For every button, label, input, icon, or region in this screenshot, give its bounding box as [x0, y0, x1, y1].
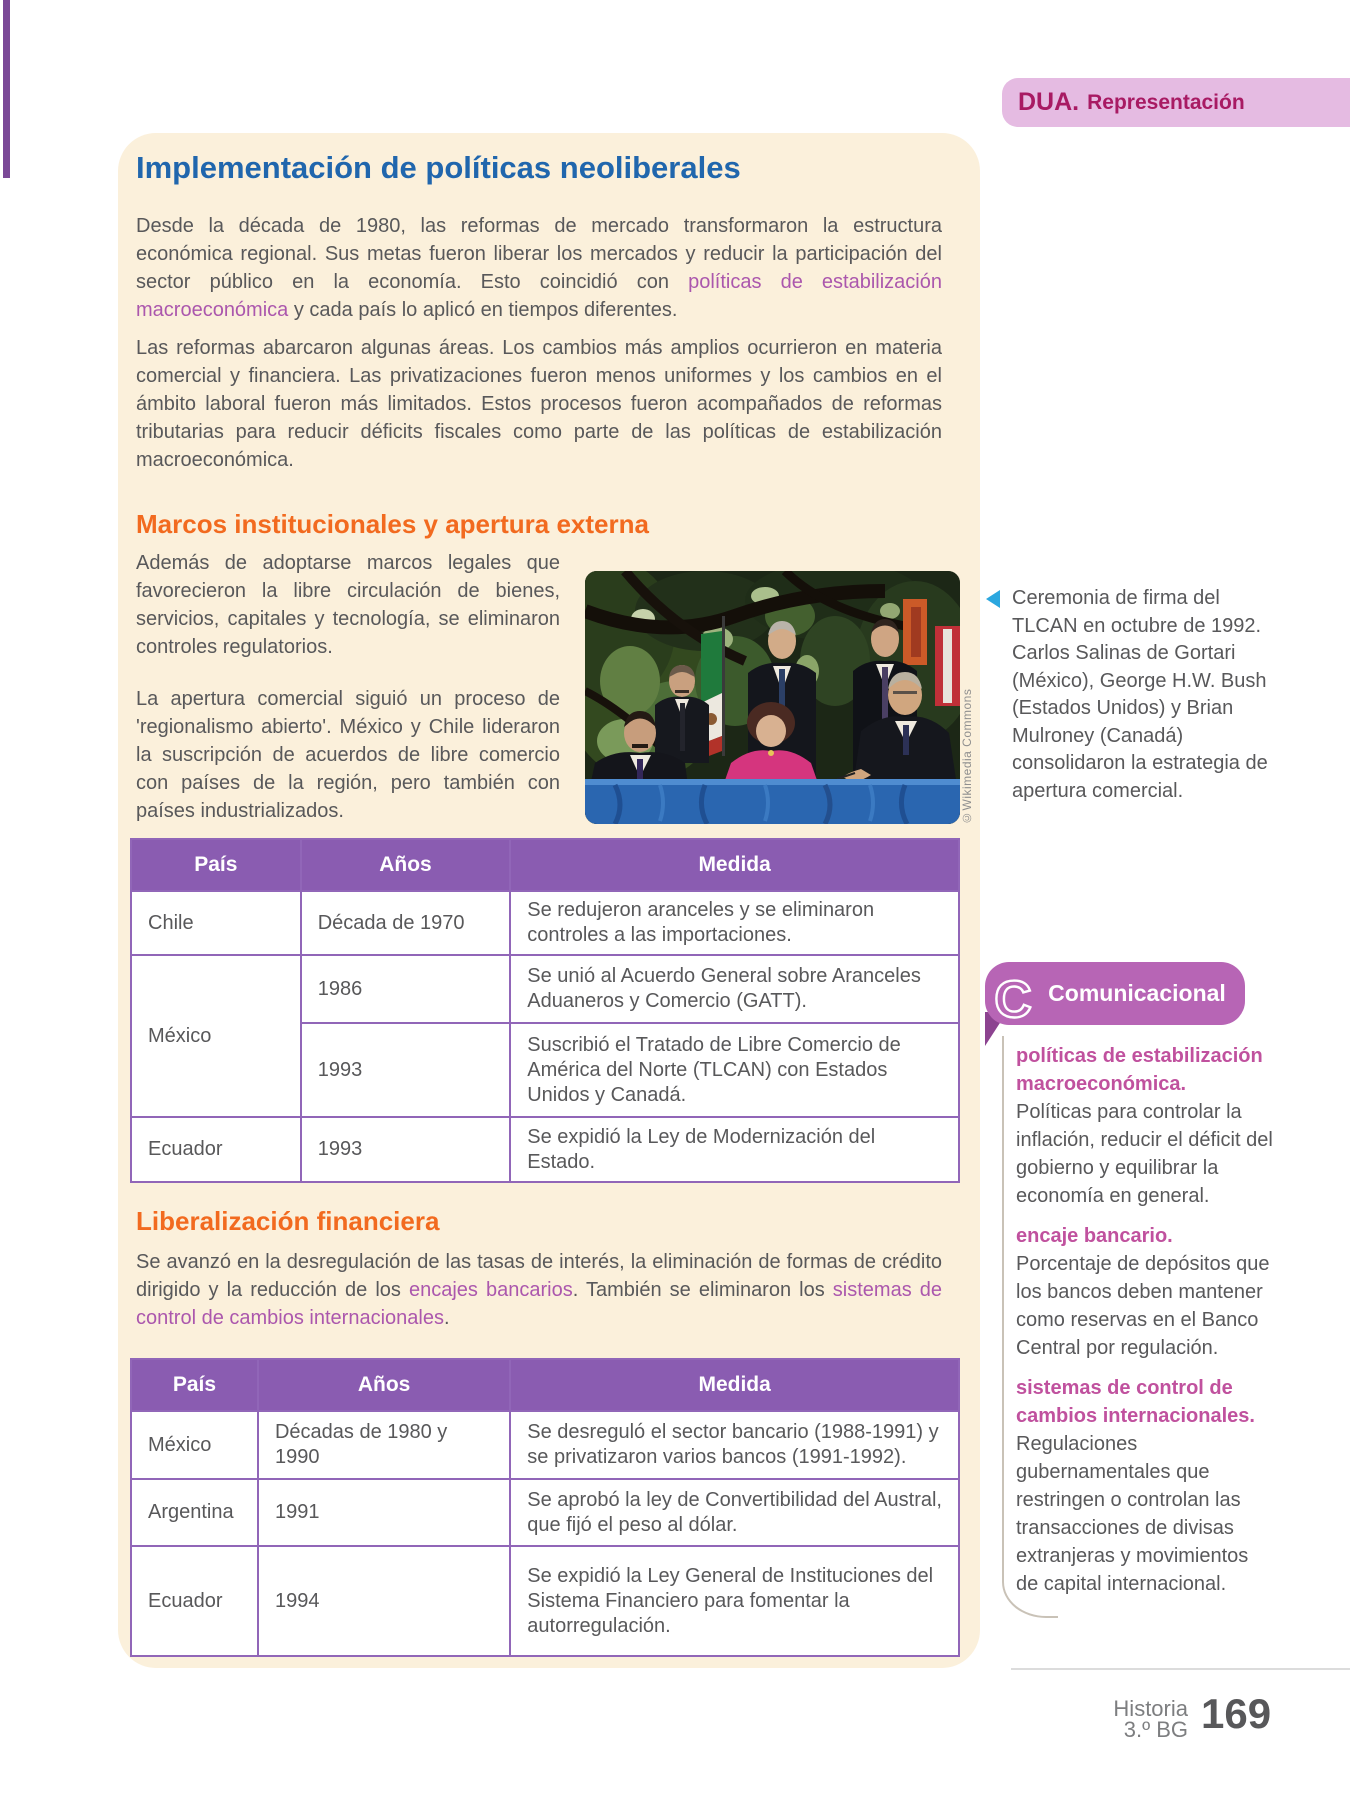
footer-grade: 3.º BG	[1123, 1717, 1188, 1742]
comunicacional-c-icon	[984, 970, 1042, 1028]
table-header-cell: Años	[258, 1359, 510, 1411]
table-cell: 1991	[258, 1479, 510, 1546]
text-segment: Se avanzó en la desregulación de las tasas de interés, la eliminación de formas de crédito dirigido y la reducción de los	[136, 1251, 942, 1301]
dua-badge	[1002, 78, 1350, 127]
body-paragraph: La apertura comercial siguió un proceso de 'regionalismo abierto'. México y Chile lideraron la suscripción de acuerdos de libre comercio con países de la región, pero también con países industrializados.	[136, 688, 560, 822]
body-paragraph	[136, 212, 942, 324]
glossary-term: políticas de estabilización macroeconómica.	[1016, 1045, 1263, 1095]
svg-text:C: C	[994, 971, 1032, 1028]
table-cell: Décadas de 1980 y 1990	[258, 1411, 510, 1479]
table-cell: 1993	[301, 1023, 511, 1117]
table-cell: Ecuador	[131, 1546, 258, 1656]
highlighted-term: políticas de estabilización macroeconómica	[136, 271, 942, 321]
table-cell: Chile	[131, 891, 301, 955]
table-cell: Se expidió la Ley General de Instituciones del Sistema Financiero para fomentar la autorregulación.	[510, 1546, 959, 1656]
table-header-cell: Medida	[510, 839, 959, 891]
table-header-row	[131, 1359, 959, 1411]
table-row	[131, 955, 959, 1023]
section-heading: Liberalización financiera	[136, 1206, 440, 1236]
table-row	[131, 1117, 959, 1182]
table-cell: Suscribió el Tratado de Libre Comercio de América del Norte (TLCAN) con Estados Unidos y Canadá.	[510, 1023, 959, 1117]
glossary-term: sistemas de control de cambios internacionales.	[1016, 1377, 1255, 1427]
text-column	[136, 549, 560, 825]
photo-caption: Ceremonia de firma del TLCAN en octubre de 1992. Carlos Salinas de Gortari (México), George H.W. Bush (Estados Unidos) y Brian Mulroney (Canadá) consolidaron la estrategia de apertura comercial.	[1012, 587, 1268, 802]
text-segment: y cada país lo aplicó en tiempos diferentes.	[288, 299, 678, 321]
glossary-term: encaje bancario.	[1016, 1225, 1173, 1247]
footer-course-label	[1030, 1698, 1188, 1740]
table-header-row	[131, 839, 959, 891]
table-header-cell: Medida	[510, 1359, 959, 1411]
table-cell: Se expidió la Ley de Modernización del Estado.	[510, 1117, 959, 1182]
table-header-cell: Años	[301, 839, 511, 891]
caption-left-triangle-icon	[986, 590, 1000, 608]
table-cell: 1993	[301, 1117, 511, 1182]
page-edge-bar	[3, 0, 10, 178]
body-paragraph: Las reformas abarcaron algunas áreas. Los cambios más amplios ocurrieron en materia comercial y financiera. Las privatizaciones fueron menos uniformes y los cambios en el ámbito laboral fueron más limitados. Estos procesos fueron acompañados de reformas tributarias para reducir déficits fiscales como parte de las políticas de estabilización macroeconómica.	[136, 337, 942, 471]
table-cell: 1994	[258, 1546, 510, 1656]
table-header-cell: País	[131, 839, 301, 891]
comunicacional-badge: Comunicacional	[985, 962, 1245, 1025]
footer-course: Historia	[1113, 1696, 1188, 1721]
dua-sublabel: Representación	[1087, 90, 1245, 114]
table-cell: México	[131, 955, 301, 1117]
footer-divider	[1011, 1668, 1350, 1670]
body-paragraph	[136, 1248, 942, 1332]
text-segment: Desde la década de 1980, las reformas de mercado transformaron la estructura económica regional. Sus metas fueron liberar los mercados y reducir la participación del sector público en la economía. Esto coincidió con	[136, 215, 942, 293]
page-number: 169	[1201, 1690, 1272, 1737]
table-cell: Se aprobó la ley de Convertibilidad del Austral, que fijó el peso al dólar.	[510, 1479, 959, 1546]
table-cell: Ecuador	[131, 1117, 301, 1182]
table-cell: Década de 1970	[301, 891, 511, 955]
table-cell: Se unió al Acuerdo General sobre Aranceles Aduaneros y Comercio (GATT).	[510, 955, 959, 1023]
highlighted-term: encajes bancarios	[408, 1279, 573, 1301]
section-heading: Marcos institucionales y apertura externa	[136, 509, 649, 539]
glossary-definition: Porcentaje de depósitos que los bancos deben mantener como reservas en el Banco Central por regulación.	[1016, 1253, 1270, 1359]
glossary-list	[1016, 1042, 1274, 1610]
photo-illustration	[585, 571, 960, 824]
text-segment: . También se eliminaron los	[572, 1279, 833, 1301]
highlighted-term: sistemas de control de cambios internacionales	[136, 1279, 943, 1329]
body-paragraph: Además de adoptarse marcos legales que favorecieron la libre circulación de bienes, servicios, capitales y tecnología, se eliminaron controles regulatorios.	[136, 552, 560, 658]
page-title: Implementación de políticas neoliberales	[136, 150, 741, 185]
trade-opening-table	[130, 838, 960, 1183]
glossary-definition: Regulaciones gubernamentales que restringen o controlan las transacciones de divisas extranjeras y movimientos de capital internacional.	[1016, 1433, 1249, 1595]
table-row	[131, 1479, 959, 1546]
financial-liberalization-table	[130, 1358, 960, 1657]
table-row	[131, 1546, 959, 1656]
table-cell: Se redujeron aranceles y se eliminaron controles a las importaciones.	[510, 891, 959, 955]
photo-tlcan-ceremony	[585, 571, 960, 824]
table-cell: Argentina	[131, 1479, 258, 1546]
table-cell: México	[131, 1411, 258, 1479]
table-cell: 1986	[301, 955, 511, 1023]
text-segment: .	[443, 1307, 450, 1329]
table-header-cell: País	[131, 1359, 258, 1411]
table-row	[131, 1411, 959, 1479]
dua-label: DUA.	[1018, 88, 1080, 116]
glossary-definition: Políticas para controlar la inflación, reducir el déficit del gobierno y equilibrar la economía en general.	[1016, 1101, 1273, 1207]
table-row	[131, 891, 959, 955]
photo-credit: ©Wikimedia Commons	[960, 688, 974, 825]
table-cell: Se desreguló el sector bancario (1988-1991) y se privatizaron varios bancos (1991-1992).	[510, 1411, 959, 1479]
